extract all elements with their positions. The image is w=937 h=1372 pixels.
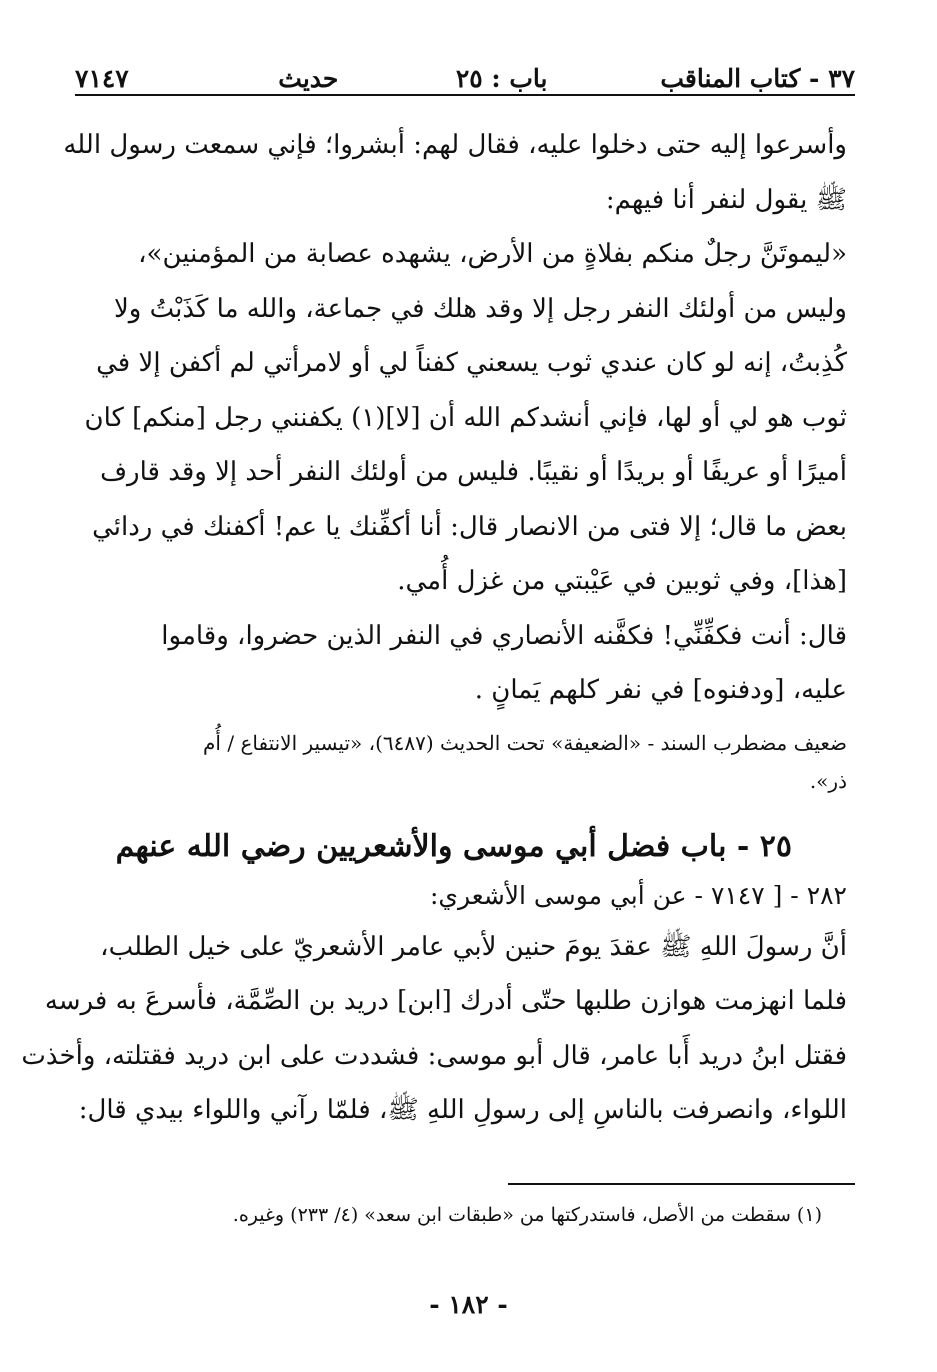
header-hadith-number: ٧١٤٧ xyxy=(75,64,129,93)
text-line: ثوب هو لي أو لها، فإني أنشدكم الله أن [لا](١) يكفنني رجل [منكم] كان xyxy=(84,402,847,433)
text-line: كُذِبتُ، إنه لو كان عندي ثوب يسعني كفناً لي أو لامرأتي لم أكفن إلا في xyxy=(96,348,847,378)
text-line: فلما انهزمت هوازن طلبها حتّى أدرك [ابن] دريد بن الصِّمَّة، فأسرعَ به فرسه xyxy=(44,986,847,1016)
text-line: وأسرعوا إليه حتى دخلوا عليه، فقال لهم: أبشروا؛ فإني سمعت رسول الله xyxy=(63,130,847,160)
footnote-divider xyxy=(508,1183,855,1185)
grading-line: ضعيف مضطرب السند - «الضعيفة» تحت الحديث (٦٤٨٧)، «تيسير الانتفاع / أُم xyxy=(203,730,847,755)
text-line: وليس من أولئك النفر رجل إلا وقد هلك في جماعة، والله ما كَذَبْتُ ولا xyxy=(113,293,847,324)
text-line: فقتل ابنُ دريد أَبا عامر، قال أبو موسى: فشددت على ابن دريد فقتلته، وأخذت xyxy=(21,1040,847,1071)
hadith-heading: ٢٨٢ - [ ٧١٤٧ - عن أبي موسى الأشعري: xyxy=(429,880,847,910)
main-text xyxy=(21,118,847,1138)
text-line: أنَّ رسولَ اللهِ ﷺ عقدَ يومَ حنين لأبي عامر الأشعريّ على خيل الطلب، xyxy=(100,931,847,962)
header-divider xyxy=(75,94,855,96)
quoted-line: «ليموتَنَّ رجلٌ منكم بفلاةٍ من الأرض، يشهده عصابة من المؤمنين»، xyxy=(138,239,847,269)
text-line: [هذا]، وفي ثوبين في عَيْبتي من غزل أُمي. xyxy=(397,566,847,596)
chapter-title: ٢٥ - باب فضل أبي موسى والأشعريين رضي الله عنهم xyxy=(115,828,792,864)
text-line: عليه، [ودفنوه] في نفر كلهم يَمانٍ . xyxy=(474,675,847,705)
text-line: بعض ما قال؛ إلا فتى من الانصار قال: أنا أكفِّنك يا عم! أكفنك في ردائي xyxy=(92,511,847,542)
page-number: - ١٨٢ - xyxy=(429,1290,508,1319)
header-hadith-label: حديث xyxy=(278,64,339,93)
text-line: قال: أنت فكفِّنِّي! فكفَّنه الأنصاري في النفر الذين حضروا، وقاموا xyxy=(161,620,847,651)
text-line: اللواء، وانصرفت بالناسِ إلى رسولِ اللهِ ﷺ، فلمّا رآني واللواء بيدي قال: xyxy=(78,1095,847,1125)
header-bab: باب : ٢٥ xyxy=(455,64,548,93)
text-line: ﷺ يقول لنفر أنا فيهم: xyxy=(605,184,847,215)
grading-note xyxy=(70,724,847,800)
grading-line: ذر». xyxy=(809,768,847,793)
footnote: (١) سقطت من الأصل، فاستدركتها من «طبقات ابن سعد» (٤/ ٢٣٣) وغيره. xyxy=(232,1204,822,1226)
text-line: أميرًا أو عريفًا أو بريدًا أو نقيبًا. فليس من أولئك النفر أحد إلا وقد قارف xyxy=(100,457,847,487)
header-chapter: ٣٧ - كتاب المناقب xyxy=(660,64,855,93)
running-header xyxy=(75,48,855,94)
